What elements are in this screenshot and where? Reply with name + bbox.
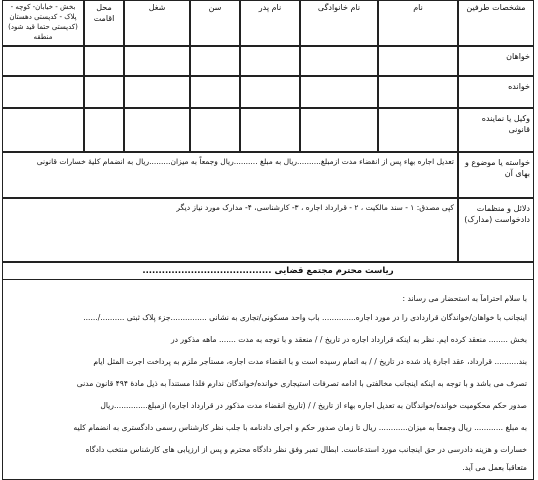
row-label-defendant: خوانده bbox=[458, 76, 534, 108]
header-residence: محل اقامت bbox=[84, 0, 124, 46]
defendant-address[interactable] bbox=[2, 76, 84, 108]
plaintiff-father-name[interactable] bbox=[240, 46, 300, 76]
plaintiff-residence[interactable] bbox=[84, 46, 124, 76]
defendant-father-name[interactable] bbox=[240, 76, 300, 108]
attorney-last-name[interactable] bbox=[300, 108, 378, 152]
defendant-residence[interactable] bbox=[84, 76, 124, 108]
defendant-last-name[interactable] bbox=[300, 76, 378, 108]
letter-line-3: بند.......... قرارداد، عقد اجارهٔ یاد شده در تاریخ / / به اتمام رسیده است و با انقضاء مدت اجاره، مستأجر ملزم به پرداخت اجرت المثل ایام bbox=[93, 357, 527, 366]
petition-form bbox=[2, 0, 534, 480]
plaintiff-job[interactable] bbox=[124, 46, 190, 76]
defendant-age[interactable] bbox=[190, 76, 240, 108]
attorney-first-name[interactable] bbox=[378, 108, 458, 152]
plaintiff-address[interactable] bbox=[2, 46, 84, 76]
defendant-first-name[interactable] bbox=[378, 76, 458, 108]
evidence-text: کپی مصدق: ۱ - سند مالکیت ، ۲ - قرارداد اجاره ، ۳- کارشناسی، ۴- مدارک مورد نیاز دیگر bbox=[2, 198, 458, 262]
header-father-name: نام پدر bbox=[240, 0, 300, 46]
header-age: سن bbox=[190, 0, 240, 46]
header-parties: مشخصات طرفین bbox=[458, 0, 534, 46]
row-label-plaintiff: خواهان bbox=[458, 46, 534, 76]
petition-letter bbox=[2, 280, 534, 480]
letter-line-6: به مبلغ ............ ریال وجمعاً به میزان............ ریال تا زمان صدور حکم و اجرای دادنامه با جلب نظر کارشناس رسمی دادگستری به انضمام کلیه bbox=[73, 423, 527, 432]
attorney-age[interactable] bbox=[190, 108, 240, 152]
letter-line-5: صدور حکم محکومیت خوانده/خواندگان به تعدیل اجاره بهاء از تاریخ / / (تاریخ انقضاء مدت مذکور در قرارداد اجاره) ازمبلغ..............ریال bbox=[100, 401, 527, 410]
parties-table bbox=[2, 0, 534, 262]
letter-line-1: اینجانب با خواهان/خواندگان قراردادی را در مورد اجاره.............. باب واحد مسکونی/تجاری به نشانی ...............جزء پلاک ثبتی ........../...... bbox=[83, 313, 527, 322]
request-text: تعدیل اجاره بهاء پس از انقضاء مدت ازمبلغ..........ریال به مبلغ ..........ریال وجمعاً به میزان.........ریال به انضمام کلیهٔ خسارات قانونی bbox=[2, 152, 458, 198]
header-address: بخش - خیابان- کوچه - پلاک - کدپستی دهستان (کدپستی حتما قید شود) منطقه bbox=[2, 0, 84, 46]
attorney-job[interactable] bbox=[124, 108, 190, 152]
letter-line-4: تصرف می باشد و با توجه به اینکه اینجانب مخالفتی با ادامه تصرفات استیجاری خوانده/خواندگان ندارم فلذا مستنداً به ذیل مادهٔ ۴۹۴ قانون مدنی bbox=[76, 379, 527, 388]
header-first-name: نام bbox=[378, 0, 458, 46]
attorney-address[interactable] bbox=[2, 108, 84, 152]
letter-line-7: خسارات و هزینه دادرسی در حق اینجانب مورد استدعاست. ابطال تمبر وفق نظر دادگاه محترم و پس از ارزیابی های کارشناس منتخب دادگاه bbox=[85, 445, 527, 454]
letter-line-2: بخش ........ منعقد کرده ایم. نظر به اینکه قرارداد اجاره در تاریخ / / منعقد و با توجه به مدت ....... ماهه مذکور در bbox=[170, 335, 527, 344]
defendant-job[interactable] bbox=[124, 76, 190, 108]
letter-greeting: با سلام احتراماً به استحضار می رساند : bbox=[402, 294, 527, 303]
court-title: ریاست محترم مجتمع قضایی ........................................ bbox=[2, 262, 534, 280]
evidence-label: دلائل و منظمات دادخواست (مدارک) bbox=[458, 198, 534, 262]
letter-line-8: متعاقباً بعمل می آید. bbox=[462, 463, 527, 472]
plaintiff-age[interactable] bbox=[190, 46, 240, 76]
plaintiff-first-name[interactable] bbox=[378, 46, 458, 76]
attorney-residence[interactable] bbox=[84, 108, 124, 152]
header-job: شغل bbox=[124, 0, 190, 46]
header-last-name: نام خانوادگی bbox=[300, 0, 378, 46]
attorney-father-name[interactable] bbox=[240, 108, 300, 152]
row-label-attorney: وکیل یا نماینده قانونی bbox=[458, 108, 534, 152]
request-label: خواسته یا موضوع و بهای آن bbox=[458, 152, 534, 198]
plaintiff-last-name[interactable] bbox=[300, 46, 378, 76]
